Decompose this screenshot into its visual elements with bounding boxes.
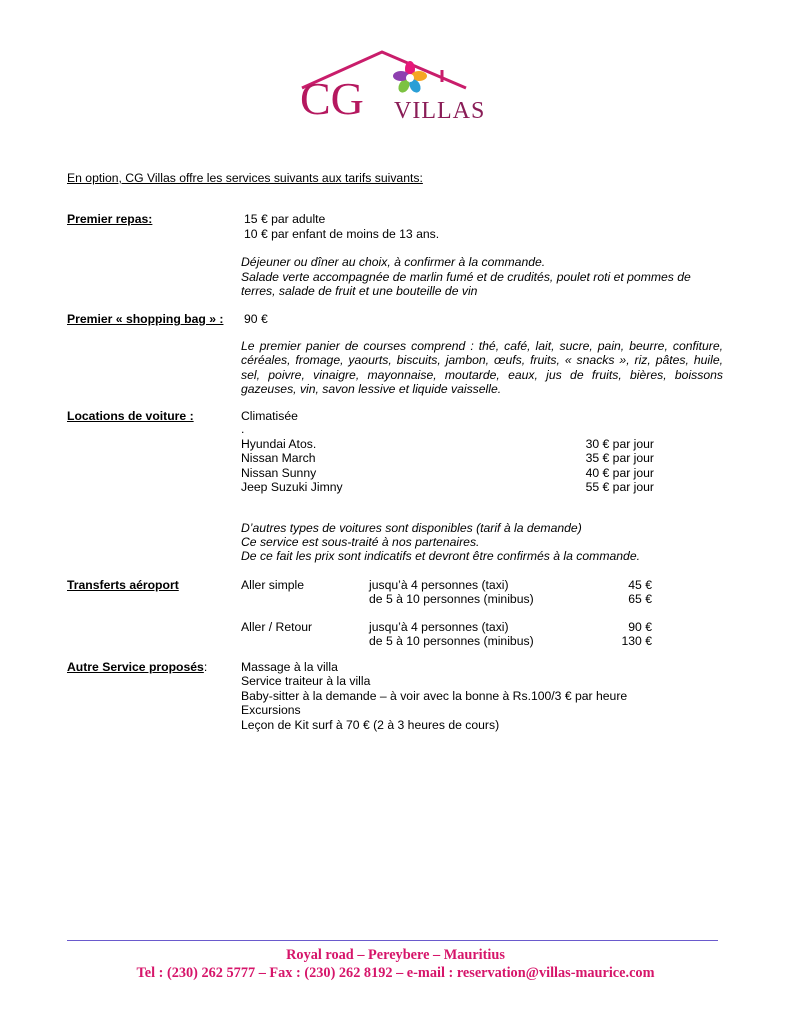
transferts-label: Transferts aéroport: [67, 578, 179, 592]
voitures-subtitle: Climatisée: [241, 409, 298, 423]
footer-address: Royal road – Pereybere – Mauritius: [286, 947, 505, 963]
transfert-type-simple: Aller simple: [241, 578, 304, 592]
car-name: Jeep Suzuki Jimny: [241, 480, 343, 495]
footer-divider: [67, 940, 718, 941]
shopping-description: Le premier panier de courses comprend : thé, café, lait, sucre, pain, beurre, confiture, céréales, fromage, yaourts, biscuits, jambon, œufs, fruits, « snacks », riz, pâtes, huile, sel, poivre, vinaigre, mayonnaise, moutarde, eaux, jus de fruits, bières, boissons gazeuses, vin, savon lessive et liquide vaisselle.: [241, 339, 723, 397]
autres-label-wrap: [67, 660, 207, 674]
repas-note-2: Salade verte accompagnée de marlin fumé et de crudités, poulet roti et pommes de: [241, 270, 691, 284]
car-price: 40 € par jour: [585, 465, 654, 480]
transfert-desc: de 5 à 10 personnes (minibus): [369, 592, 534, 606]
car-list: [241, 437, 654, 495]
transfert-desc: jusqu’à 4 personnes (taxi): [369, 578, 509, 592]
car-price: 35 € par jour: [585, 451, 654, 466]
transfert-price: 45 €: [628, 578, 652, 592]
transfert-desc: jusqu’à 4 personnes (taxi): [369, 620, 509, 634]
list-item: Excursions: [241, 703, 301, 718]
car-name: Nissan March: [241, 451, 316, 466]
cg-villas-logo: [296, 48, 492, 124]
transfert-price: 130 €: [621, 634, 652, 648]
voitures-note-1: D’autres types de voitures sont disponibles (tarif à la demande): [241, 521, 582, 535]
car-price: 55 € par jour: [585, 480, 654, 495]
car-row: [241, 480, 654, 494]
transfert-price: 65 €: [628, 592, 652, 606]
autres-label: Autre Service proposés: [67, 660, 204, 674]
autres-list: [241, 660, 627, 732]
car-price: 30 € par jour: [585, 437, 654, 451]
voitures-note-3: De ce fait les prix sont indicatifs et devront être confirmés à la commande.: [241, 549, 640, 563]
transfert-desc: de 5 à 10 personnes (minibus): [369, 634, 534, 648]
logo-cg: CG: [300, 73, 364, 124]
transfert-price: 90 €: [628, 620, 652, 634]
repas-note-1: Déjeuner ou dîner au choix, à confirmer à la commande.: [241, 255, 546, 269]
footer-contact: Tel : (230) 262 5777 – Fax : (230) 262 8192 – e-mail : reservation@villas-maurice.com: [136, 965, 655, 981]
car-name: Nissan Sunny: [241, 465, 317, 480]
voitures-dot: .: [241, 422, 245, 436]
car-row: [241, 437, 654, 451]
transfert-type-retour: Aller / Retour: [241, 620, 313, 634]
shopping-label: Premier « shopping bag » :: [67, 312, 224, 326]
logo-villas: VILLAS: [394, 98, 486, 124]
voitures-note-2: Ce service est sous-traité à nos partenaires.: [241, 535, 480, 549]
car-name: Hyundai Atos.: [241, 437, 317, 451]
repas-price-adult: 15 € par adulte: [244, 212, 326, 226]
voitures-label: Locations de voiture :: [67, 409, 194, 423]
repas-price-child: 10 € par enfant de moins de 13 ans.: [244, 227, 440, 241]
list-item: Massage à la villa: [241, 660, 338, 674]
shopping-price: 90 €: [244, 312, 268, 326]
car-row: [241, 451, 654, 465]
intro-text: En option, CG Villas offre les services suivants aux tarifs suivants:: [67, 171, 423, 185]
repas-label: Premier repas:: [67, 212, 153, 226]
autres-colon: :: [203, 660, 208, 674]
repas-note-3: terres, salade de fruit et une bouteille de vin: [241, 284, 478, 298]
list-item: Leçon de Kit surf à 70 € (2 à 3 heures de cours): [241, 717, 500, 732]
car-row: [241, 466, 654, 480]
list-item: Service traiteur à la villa: [241, 674, 371, 689]
list-item: Baby-sitter à la demande – à voir avec la bonne à Rs.100/3 € par heure: [241, 688, 628, 703]
flower-icon: [393, 61, 427, 95]
